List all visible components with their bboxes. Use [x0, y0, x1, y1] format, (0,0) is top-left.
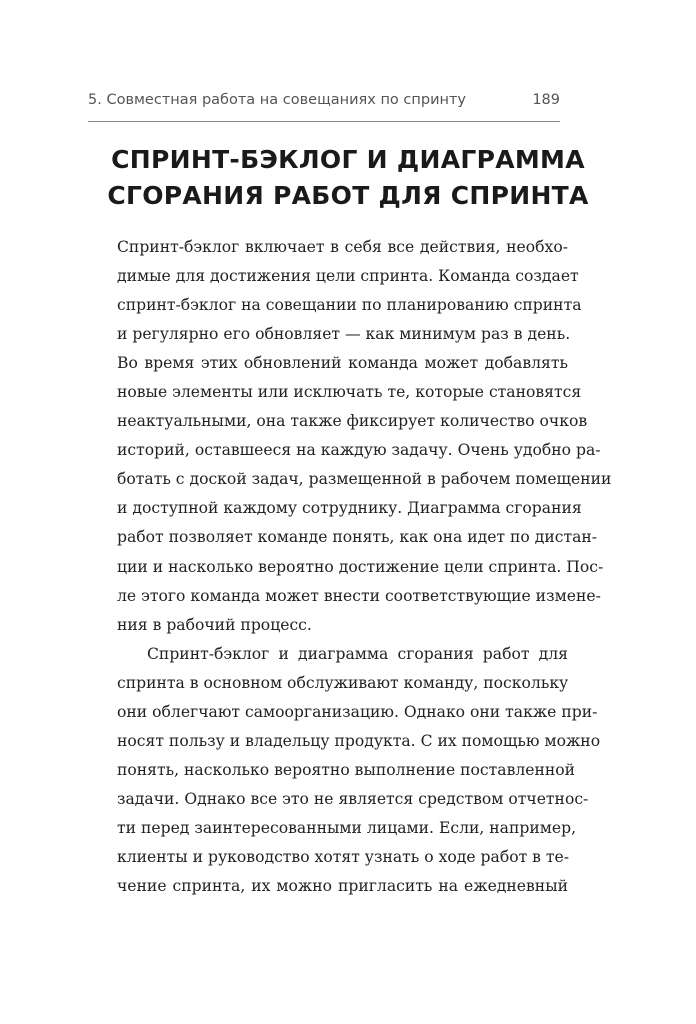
- text-line: Спринт-бэклог включает в себя все действия, необхо-: [117, 238, 568, 256]
- text-line: они облегчают самоорганизацию. Однако они также при-: [117, 702, 598, 721]
- section-title: [60, 142, 636, 214]
- text-line: чение спринта, их можно пригласить на ежедневный: [117, 877, 568, 896]
- text-line: работ позволяет команде понять, как она идет по дистан-: [117, 528, 598, 547]
- text-line: понять, насколько вероятно выполнение поставленной: [117, 760, 576, 779]
- text-line: Во время этих обновлений команда может добавлять: [117, 354, 568, 373]
- text-line: и доступной каждому сотруднику. Диаграмма сгорания: [117, 499, 582, 518]
- text-line: неактуальными, она также фиксирует количество очков: [117, 412, 588, 431]
- page-number: 189: [532, 92, 560, 108]
- text-line: спринт-бэклог на совещании по планированию спринта: [117, 296, 582, 315]
- text-line: ния в рабочий процесс.: [117, 615, 312, 634]
- text-line: носят пользу и владельцу продукта. С их помощью можно: [117, 731, 601, 750]
- text-line: и регулярно его обновляет — как минимум раз в день.: [117, 325, 571, 344]
- text-line: ции и насколько вероятно достижение цели спринта. Пос-: [117, 557, 604, 576]
- text-line: клиенты и руководство хотят узнать о ходе работ в те-: [117, 847, 570, 866]
- text-line: ти перед заинтересованными лицами. Если, например,: [117, 818, 577, 837]
- text-line: историй, оставшееся на каждую задачу. Очень удобно ра-: [117, 441, 601, 460]
- text-line: ботать с доской задач, размещенной в рабочем помещении: [117, 470, 612, 489]
- body-text: [117, 233, 612, 901]
- text-line: Спринт-бэклог и диаграмма сгорания работ для: [147, 644, 568, 663]
- text-line: новые элементы или исключать те, которые становятся: [117, 383, 582, 402]
- paragraph: [117, 640, 601, 901]
- section-title-line: СПРИНТ-БЭКЛОГ И ДИАГРАММА: [111, 145, 585, 174]
- text-line: ле этого команда может внести соответствующие измене-: [117, 586, 601, 605]
- text-line: спринта в основном обслуживают команду, поскольку: [117, 673, 569, 692]
- section-title-line: СГОРАНИЯ РАБОТ ДЛЯ СПРИНТА: [107, 181, 589, 210]
- header-divider: [88, 121, 560, 122]
- text-line: димые для достижения цели спринта. Команда создает: [117, 267, 579, 286]
- chapter-title: 5. Совместная работа на совещаниях по спринту: [88, 92, 466, 108]
- paragraph: [117, 233, 612, 640]
- running-header: [88, 92, 560, 116]
- text-line: задачи. Однако все это не является средством отчетнос-: [117, 789, 589, 808]
